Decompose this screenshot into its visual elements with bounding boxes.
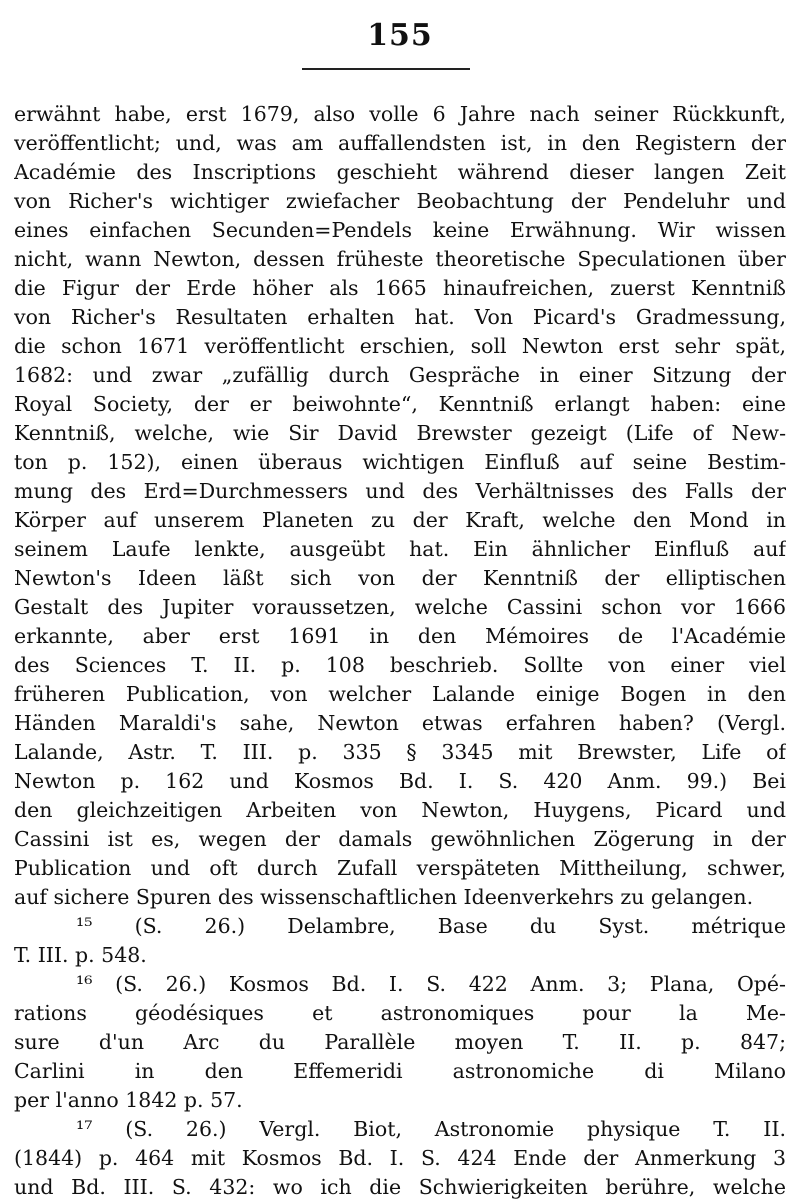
footnote-line: ¹⁶ (S. 26.) Kosmos Bd. I. S. 422 Anm. 3; Plana, Opé- bbox=[76, 972, 786, 996]
text-line: erkannte, aber erst 1691 in den Mémoires de l'Académie bbox=[14, 624, 786, 648]
body-text bbox=[14, 100, 786, 1202]
text-line: die schon 1671 veröffentlicht erschien, soll Newton erst sehr spät, bbox=[14, 334, 786, 358]
text-line: Gestalt des Jupiter voraussetzen, welche Cassini schon vor 1666 bbox=[14, 595, 786, 619]
text-line: Körper auf unserem Planeten zu der Kraft, welche den Mond in bbox=[14, 508, 786, 532]
header-rule bbox=[302, 68, 470, 70]
text-line: veröffentlicht; und, was am auffallendsten ist, in den Registern der bbox=[14, 131, 786, 155]
footnote-line: rations géodésiques et astronomiques pour la Me- bbox=[14, 1001, 786, 1025]
text-line: nicht, wann Newton, dessen früheste theoretische Speculationen über bbox=[14, 247, 786, 271]
footnote-line: per l'anno 1842 p. 57. bbox=[14, 1088, 243, 1112]
text-line: von Richer's Resultaten erhalten hat. Von Picard's Gradmessung, bbox=[14, 305, 786, 329]
text-line: mung des Erd=Durchmessers und des Verhältnisses des Falls der bbox=[14, 479, 786, 503]
footnote-line: ¹⁵ (S. 26.) Delambre, Base du Syst. métrique bbox=[76, 914, 786, 938]
text-line: ton p. 152), einen überaus wichtigen Einfluß auf seine Bestim- bbox=[14, 450, 786, 474]
text-line: Newton p. 162 und Kosmos Bd. I. S. 420 Anm. 99.) Bei bbox=[14, 769, 786, 793]
text-line: erwähnt habe, erst 1679, also volle 6 Jahre nach seiner Rückkunft, bbox=[14, 102, 786, 126]
footnote-line: sure d'un Arc du Parallèle moyen T. II. p. 847; bbox=[14, 1030, 786, 1054]
text-line: Newton's Ideen läßt sich von der Kenntniß der elliptischen bbox=[14, 566, 786, 590]
text-line: von Richer's wichtiger zwiefacher Beobachtung der Pendeluhr und bbox=[14, 189, 786, 213]
footnote-line: (1844) p. 464 mit Kosmos Bd. I. S. 424 Ende der Anmerkung 3 bbox=[14, 1146, 786, 1170]
text-line: auf sichere Spuren des wissenschaftlichen Ideenverkehrs zu gelangen. bbox=[14, 885, 754, 909]
text-line: Lalande, Astr. T. III. p. 335 § 3345 mit Brewster, Life of bbox=[14, 740, 786, 764]
footnote-line: und Bd. III. S. 432: wo ich die Schwierigkeiten berühre, welche bbox=[14, 1175, 786, 1199]
text-line: Académie des Inscriptions geschieht während dieser langen Zeit bbox=[14, 160, 786, 184]
text-line: eines einfachen Secunden=Pendels keine Erwähnung. Wir wissen bbox=[14, 218, 786, 242]
text-line: die Figur der Erde höher als 1665 hinaufreichen, zuerst Kenntniß bbox=[14, 276, 786, 300]
text-line: Royal Society, der er beiwohnte“, Kenntniß erlangt haben: eine bbox=[14, 392, 786, 416]
text-line: Kenntniß, welche, wie Sir David Brewster gezeigt (Life of New- bbox=[14, 421, 786, 445]
footnote-line: ¹⁷ (S. 26.) Vergl. Biot, Astronomie physique T. II. bbox=[76, 1117, 786, 1141]
text-line: seinem Laufe lenkte, ausgeübt hat. Ein ähnlicher Einfluß auf bbox=[14, 537, 786, 561]
text-line: Cassini ist es, wegen der damals gewöhnlichen Zögerung in der bbox=[14, 827, 786, 851]
footnote-line: T. III. p. 548. bbox=[14, 943, 147, 967]
text-line: Publication und oft durch Zufall verspäteten Mittheilung, schwer, bbox=[14, 856, 786, 880]
text-line: früheren Publication, von welcher Lalande einige Bogen in den bbox=[14, 682, 786, 706]
page-number: 155 bbox=[367, 18, 433, 53]
text-line: des Sciences T. II. p. 108 beschrieb. Sollte von einer viel bbox=[14, 653, 786, 677]
footnote-line: Carlini in den Effemeridi astronomiche di Milano bbox=[14, 1059, 786, 1083]
text-line: den gleichzeitigen Arbeiten von Newton, Huygens, Picard und bbox=[14, 798, 786, 822]
text-line: Händen Maraldi's sahe, Newton etwas erfahren haben? (Vergl. bbox=[14, 711, 786, 735]
text-line: 1682: und zwar „zufällig durch Gespräche in einer Sitzung der bbox=[14, 363, 786, 387]
